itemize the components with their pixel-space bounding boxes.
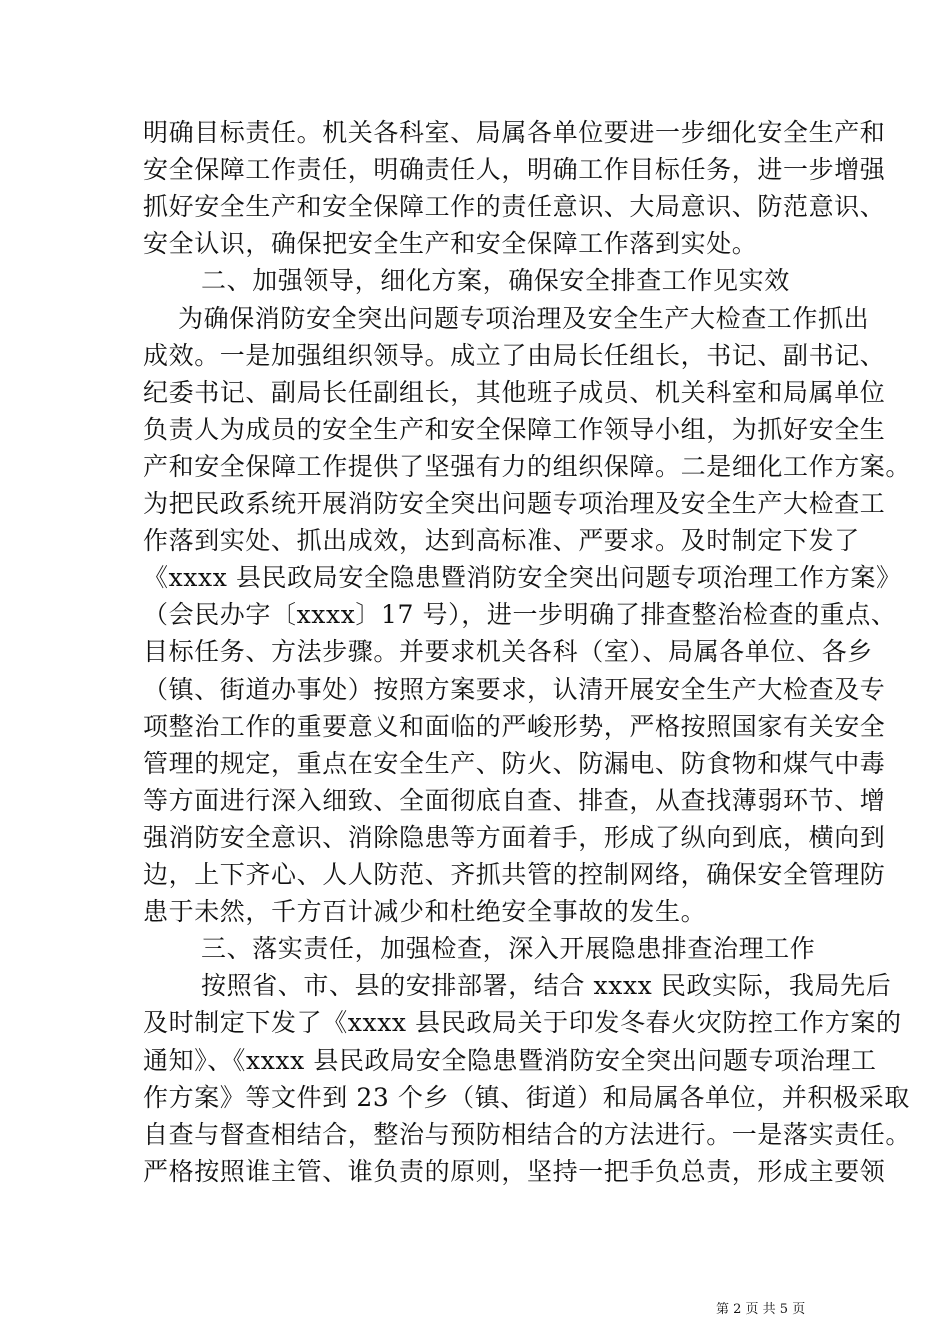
text-line: 纪委书记、副局长任副组长，其他班子成员、机关科室和局属单位: [143, 378, 886, 407]
text-line: 目标任务、方法步骤。并要求机关各科（室）、局属各单位、各乡: [143, 637, 873, 666]
text-line: 作落到实处、抓出成效，达到高标准、严要求。及时制定下发了: [143, 526, 860, 555]
text-line: 项整治工作的重要意义和面临的严峻形势，严格按照国家有关安全: [143, 712, 886, 741]
text-line: 等方面进行深入细致、全面彻底自查、排查，从查找薄弱环节、增: [143, 786, 886, 815]
text-line: 患于未然，千方百计减少和杜绝安全事故的发生。: [143, 897, 707, 926]
text-line: 安全认识，确保把安全生产和安全保障工作落到实处。: [143, 229, 758, 258]
section-heading: 三、落实责任，加强检查，深入开展隐患排查治理工作: [201, 934, 816, 963]
text-line: 按照省、市、县的安排部署，结合 xxxx 民政实际，我局先后: [201, 971, 892, 1000]
text-line: 为确保消防安全突出问题专项治理及安全生产大检查工作抓出: [178, 304, 870, 333]
text-line: 严格按照谁主管、谁负责的原则，坚持一把手负总责，形成主要领: [143, 1157, 886, 1186]
text-line: 产和安全保障工作提供了坚强有力的组织保障。二是细化工作方案。: [143, 452, 912, 481]
text-line: 自查与督查相结合，整治与预防相结合的方法进行。一是落实责任。: [143, 1120, 912, 1149]
text-line: 负责人为成员的安全生产和安全保障工作领导小组，为抓好安全生: [143, 415, 886, 444]
text-line: 成效。一是加强组织领导。成立了由局长任组长，书记、副书记、: [143, 341, 886, 370]
text-line: 安全保障工作责任，明确责任人，明确工作目标任务，进一步增强: [143, 155, 886, 184]
page-footer: 第 2 页 共 5 页: [716, 1302, 806, 1317]
text-line: 强消防安全意识、消除隐患等方面着手，形成了纵向到底，横向到: [143, 823, 886, 852]
text-line: 管理的规定，重点在安全生产、防火、防漏电、防食物和煤气中毒: [143, 749, 886, 778]
text-line: （镇、街道办事处）按照方案要求，认清开展安全生产大检查及专: [143, 675, 886, 704]
section-heading: 二、加强领导，细化方案，确保安全排查工作见实效: [201, 266, 790, 295]
text-line: 边，上下齐心、人人防范、齐抓共管的控制网络，确保安全管理防: [143, 860, 886, 889]
text-line: 明确目标责任。机关各科室、局属各单位要进一步细化安全生产和: [143, 118, 886, 147]
text-line: 及时制定下发了《xxxx 县民政局关于印发冬春火灾防控工作方案的: [143, 1008, 902, 1037]
text-line: 为把民政系统开展消防安全突出问题专项治理及安全生产大检查工: [143, 489, 886, 518]
text-line: 作方案》等文件到 23 个乡（镇、街道）和局属各单位，并积极采取: [143, 1083, 910, 1112]
text-line: 《xxxx 县民政局安全隐患暨消防安全突出问题专项治理工作方案》: [143, 563, 902, 592]
text-line: 抓好安全生产和安全保障工作的责任意识、大局意识、防范意识、: [143, 192, 886, 221]
text-line: 通知》、《xxxx 县民政局安全隐患暨消防安全突出问题专项治理工: [143, 1046, 877, 1075]
text-line: （会民办字〔xxxx〕17 号），进一步明确了排查整治检查的重点、: [143, 600, 897, 629]
